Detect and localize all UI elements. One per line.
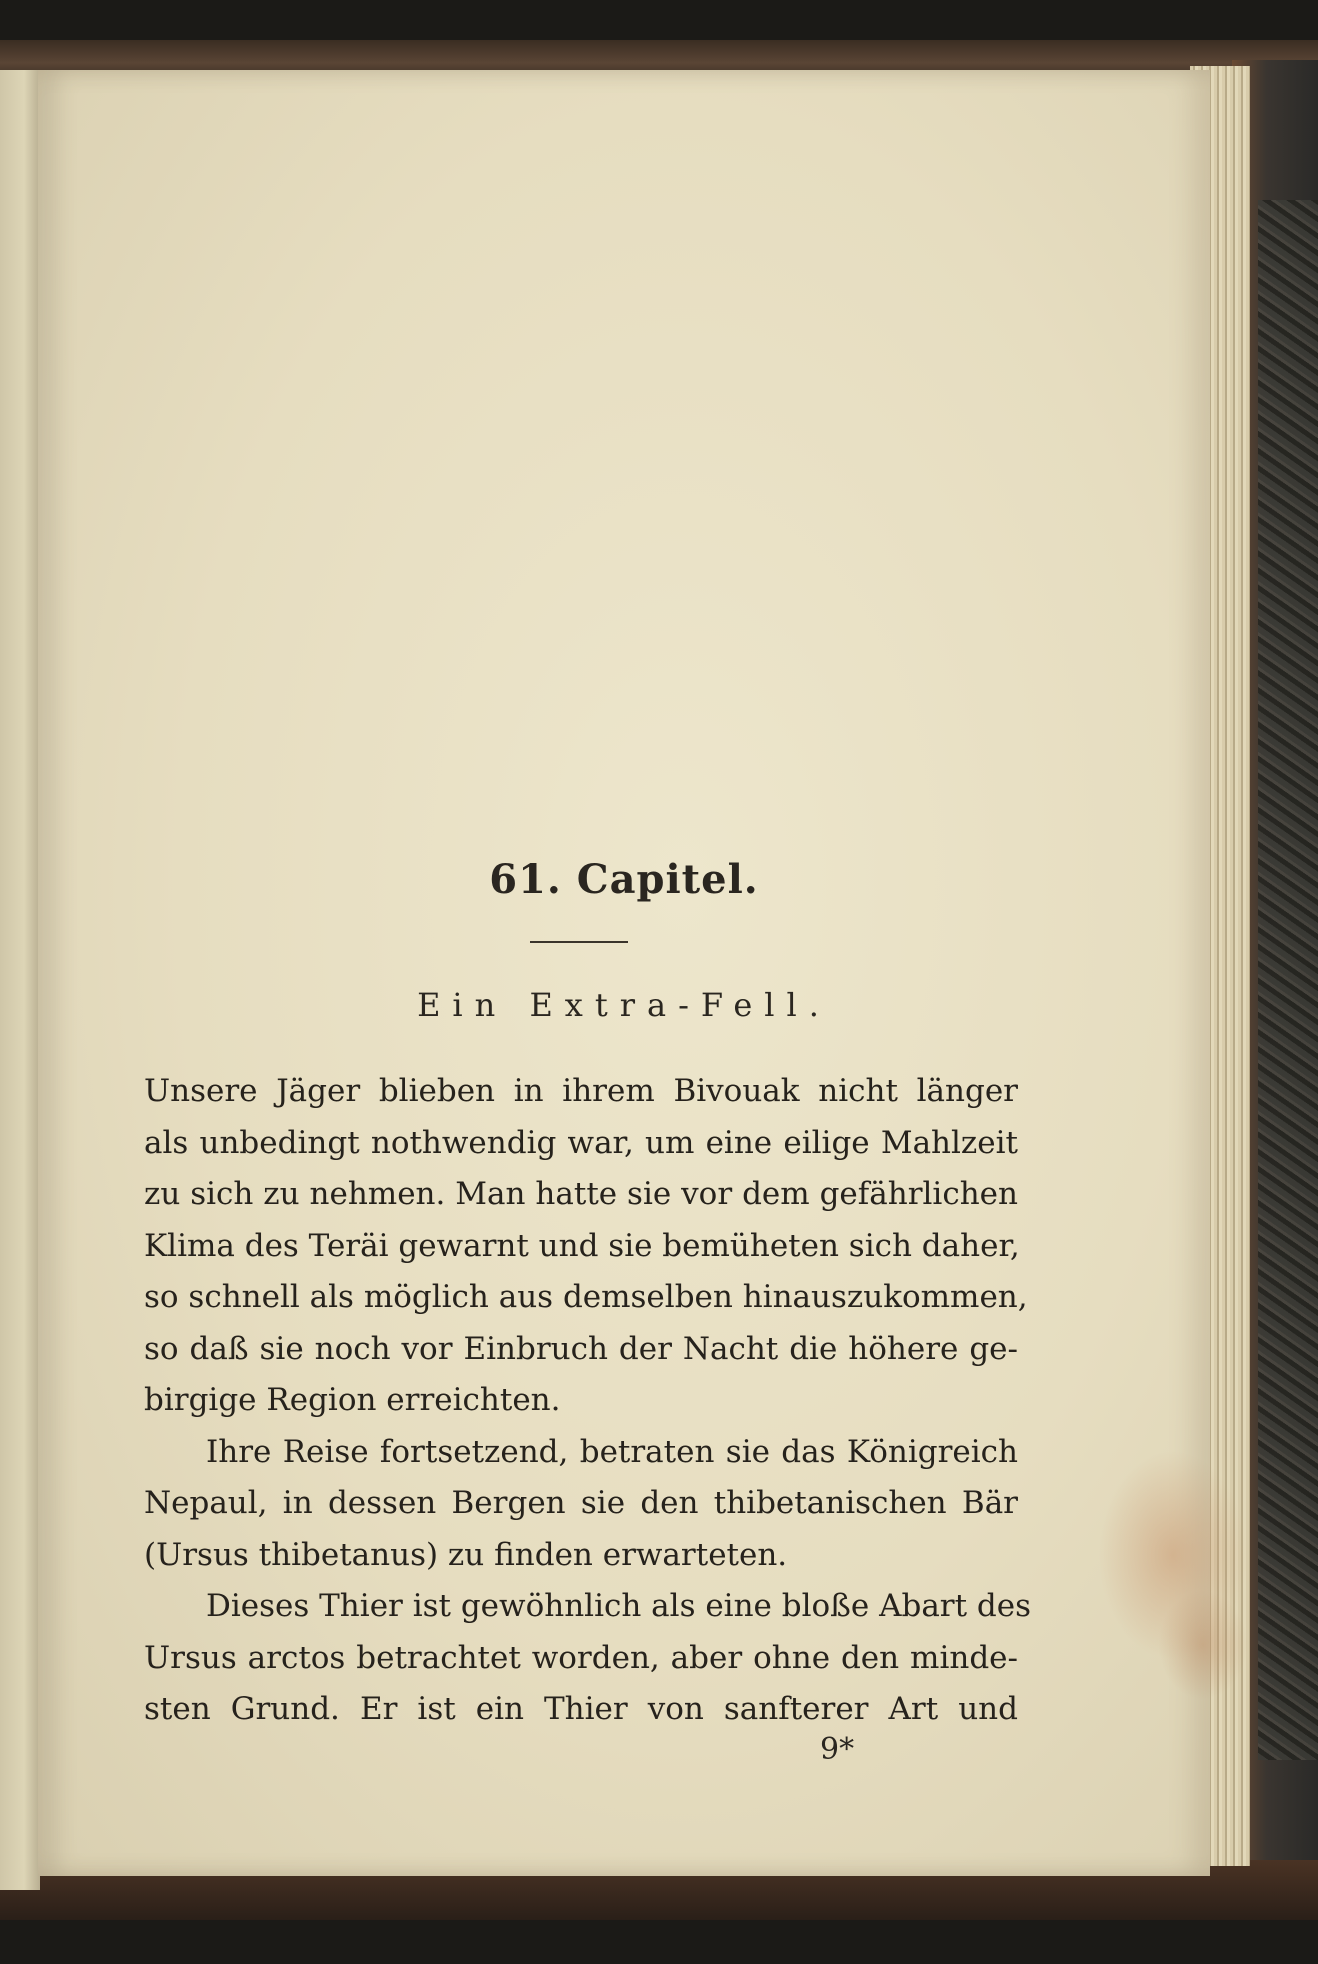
heading-rule	[530, 941, 628, 943]
body-text	[144, 1066, 1032, 1736]
chapter-subtitle: Ein Extra-Fell.	[417, 986, 831, 1024]
text-line: als unbedingt nothwendig war, um eine eilige Mahlzeit	[144, 1124, 1018, 1161]
paragraph-3	[144, 1581, 1032, 1736]
marbled-cover	[1258, 200, 1318, 1760]
text-line: sten Grund. Er ist ein Thier von sanfterer Art und	[144, 1691, 1018, 1727]
text-line: Nepaul, in dessen Bergen sie den thibetanischen Bär	[144, 1485, 1018, 1521]
text-line: zu sich zu nehmen. Man hatte sie vor dem gefährlichen	[144, 1176, 1018, 1212]
paragraph-2	[144, 1427, 1018, 1582]
text-line: so daß sie noch vor Einbruch der Nacht die höhere ge-	[144, 1330, 1018, 1367]
chapter-heading: 61. Capitel.	[489, 856, 759, 903]
text-line: Ihre Reise fortsetzend, betraten sie das Königreich	[206, 1433, 1018, 1470]
facing-page-edge	[0, 70, 40, 1890]
text-line: birgige Region erreichten.	[144, 1382, 561, 1418]
signature-mark: 9*	[820, 1732, 855, 1767]
text-line: (Ursus thibetanus) zu finden erwarteten.	[144, 1536, 788, 1573]
text-line: Klima des Teräi gewarnt und sie bemüheten sich daher,	[144, 1227, 1020, 1264]
book-page	[38, 70, 1210, 1876]
text-line: Dieses Thier ist gewöhnlich als eine bloße Abart des	[206, 1588, 1032, 1624]
foxing-stain-small	[1158, 1590, 1248, 1700]
text-line: Unsere Jäger blieben in ihrem Bivouak nicht länger	[144, 1073, 1018, 1109]
paragraph-1	[144, 1066, 1028, 1427]
text-line: so schnell als möglich aus demselben hinauszukommen,	[144, 1279, 1028, 1315]
text-line: Ursus arctos betrachtet worden, aber ohne den minde-	[144, 1639, 1018, 1676]
